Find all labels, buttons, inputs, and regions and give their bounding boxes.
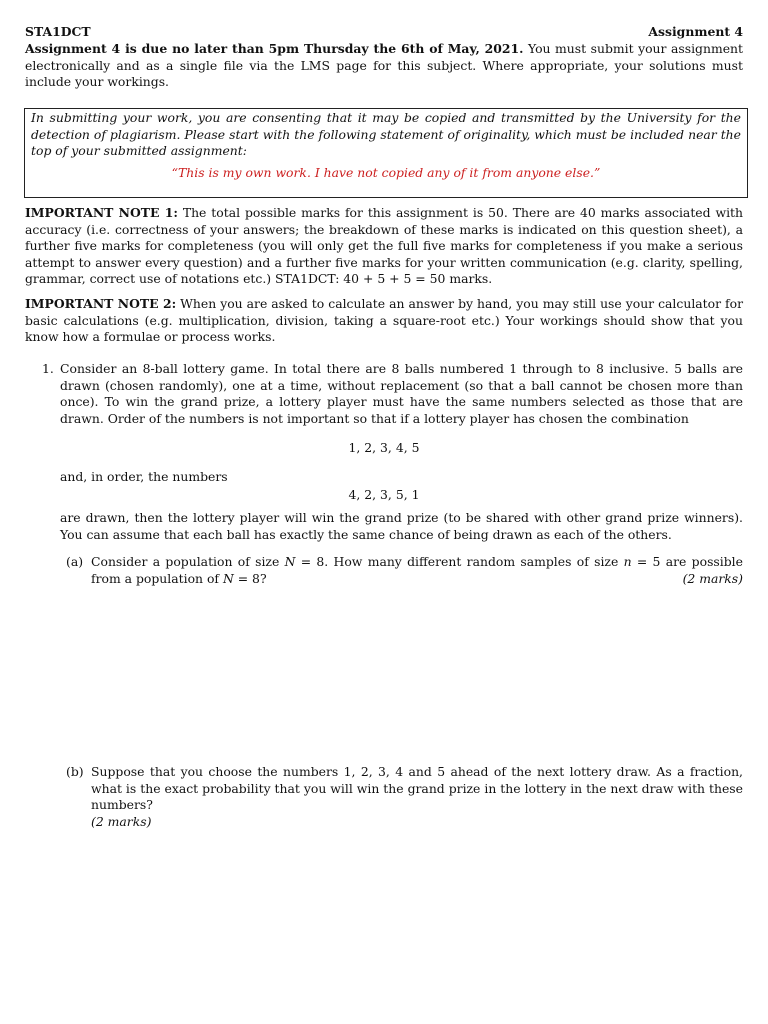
question-1-number: 1. xyxy=(42,361,54,376)
question-1-and-text: and, in order, the numbers xyxy=(60,469,228,484)
course-code: STA1DCT xyxy=(25,24,91,39)
note-2-text: When you are asked to calculate an answer by hand, you may still use your calculator for basic calculations (e.g. multiplication, division, taking a square-root etc.) Your workings should show that you know how a formulae or process works. xyxy=(25,296,744,345)
question-1-after-text: are drawn, then the lottery player will win the grand prize (to be shared with other grand prize winners). You can assume that each ball has exactly the same chance of being drawn as each of the others. xyxy=(60,510,743,542)
note-1-label: IMPORTANT NOTE 1: xyxy=(25,205,178,220)
originality-box xyxy=(24,108,748,198)
originality-instructions: In submitting your work, you are consenting that it may be copied and transmitted by the University for the detection of plagiarism. Please start with the following statement of originality, which must be included near the top of your submitted assignment: xyxy=(31,110,741,159)
part-a-marks: (2 marks) xyxy=(682,570,743,586)
due-date-statement: Assignment 4 is due no later than 5pm Thursday the 6th of May, 2021. xyxy=(25,41,524,56)
part-b-marks: (2 marks) xyxy=(91,813,152,829)
question-1b xyxy=(66,764,743,830)
drawn-numbers: 4, 2, 3, 5, 1 xyxy=(348,487,420,502)
page-header xyxy=(25,24,743,41)
question-1-text: Consider an 8-ball lottery game. In total there are 8 balls numbered 1 through to 8 inclusive. 5 balls are drawn (chosen randomly), one at a time, without replacement (so that a ball cannot be chosen more than once). To win the grand prize, a lottery player must have the same numbers selected as those that are drawn. Order of the numbers is not important so that if a lottery player has chosen the combination xyxy=(60,361,743,426)
important-note-1 xyxy=(25,205,743,288)
assignment-title: Assignment 4 xyxy=(648,24,743,39)
note-2-label: IMPORTANT NOTE 2: xyxy=(25,296,177,311)
important-note-2 xyxy=(25,296,743,346)
question-1a xyxy=(66,554,743,587)
intro-text: You must submit your assignment electronically and as a single file via the LMS page for this subject. Where appropriate, your solutions must include your workings. xyxy=(25,41,743,90)
intro-paragraph xyxy=(25,41,743,91)
part-a-text: Consider a population of size N = 8. How many different random samples of size n = 5 are possible from a population of N = 8? xyxy=(91,554,743,586)
part-b-label: (b) xyxy=(66,764,84,779)
part-b-text: Suppose that you choose the numbers 1, 2, 3, 4 and 5 ahead of the next lottery draw. As a fraction, what is the exact probability that you will win the grand prize in the lottery in the next draw with these numbers? (2 marks) xyxy=(91,764,743,829)
chosen-combination: 1, 2, 3, 4, 5 xyxy=(348,440,420,455)
note-1-text: The total possible marks for this assignment is 50. There are 40 marks associated with accuracy (i.e. correctness of your answers; the breakdown of these marks is indicated on this question sheet), a further five marks for completeness (you will only get the full five marks for completeness if you make a serious attempt to answer every question) and a further five marks for your written communication (e.g. clarity, spelling, grammar, correct use of notations etc.) STA1DCT: 40 + 5 + 5 = 50 marks. xyxy=(25,205,743,287)
originality-statement: “This is my own work. I have not copied any of it from anyone else.” xyxy=(171,164,601,180)
part-a-label: (a) xyxy=(66,554,84,569)
